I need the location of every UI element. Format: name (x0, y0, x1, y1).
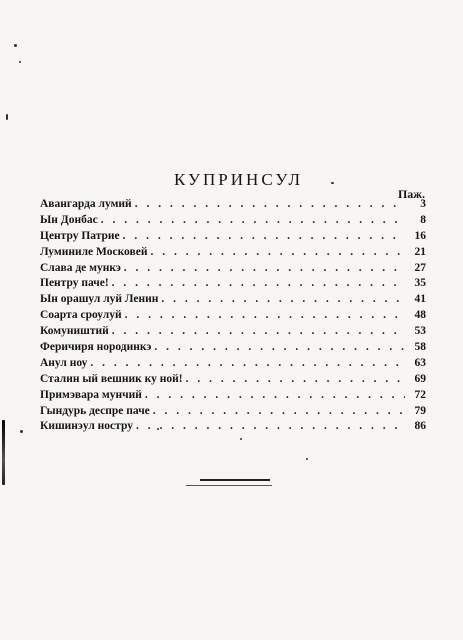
ink-speck (14, 44, 17, 47)
leader-dots (125, 309, 405, 321)
toc-entry-page: 48 (414, 309, 426, 322)
toc-entry-title: Гындурь деспре паче (40, 404, 150, 417)
toc-entry-page: 86 (414, 420, 426, 433)
leader-dots (136, 420, 405, 432)
toc-entry[interactable] (40, 357, 426, 373)
toc-entry-title: Феричиря нородинкэ (40, 341, 152, 354)
toc-entry-page: 72 (414, 388, 426, 401)
leader-dots (112, 277, 405, 289)
toc-entry[interactable] (40, 420, 426, 436)
toc-entry-page: 3 (420, 198, 426, 210)
toc-entry-page: 69 (414, 372, 426, 385)
ink-speck (331, 182, 334, 184)
leader-dots (101, 214, 405, 226)
toc-entry-title: Ын Донбас (40, 213, 98, 226)
toc-entry-page: 41 (414, 293, 426, 306)
toc-entry-title: Соарта сроулуй (40, 309, 122, 322)
toc-entry-title: Примэвара мунчий (40, 388, 142, 401)
toc-entry-title: Ын орашул луй Ленин (40, 293, 159, 306)
page-column-header: Паж. (397, 187, 425, 201)
toc-entry[interactable] (40, 389, 426, 405)
ink-speck (306, 458, 308, 460)
toc-entry-title: Луминиле Московей (40, 245, 148, 258)
toc-entry-page: 63 (414, 356, 426, 369)
toc-entry[interactable] (40, 341, 426, 357)
end-rule (200, 479, 270, 481)
toc-entry-title: Сталин ый вешник ку ной! (40, 372, 183, 385)
table-of-contents (40, 198, 426, 436)
ink-speck (20, 430, 23, 433)
leader-dots (90, 357, 405, 369)
toc-entry-page: 27 (414, 261, 426, 274)
leader-dots (123, 230, 405, 242)
toc-entry-page: 21 (414, 245, 426, 258)
toc-entry[interactable] (40, 373, 426, 389)
toc-entry[interactable] (40, 198, 426, 214)
toc-entry-title: Комуништий (40, 325, 109, 338)
ink-speck (240, 438, 242, 440)
toc-entry[interactable] (40, 277, 426, 293)
toc-entry[interactable] (40, 262, 426, 278)
toc-entry[interactable] (40, 230, 426, 246)
toc-entry[interactable] (40, 214, 426, 230)
toc-entry-title: Центру Патрие (40, 229, 120, 242)
leader-dots (124, 262, 405, 274)
ink-speck (19, 61, 21, 63)
leader-dots (150, 246, 405, 258)
toc-entry-title: Пентру паче! (40, 277, 109, 290)
toc-entry[interactable] (40, 309, 426, 325)
leader-dots (154, 341, 405, 353)
toc-entry-page: 8 (420, 213, 426, 226)
toc-entry[interactable] (40, 405, 426, 421)
toc-entry-title: Анул ноу (40, 356, 88, 369)
toc-entry-title: Слава де мункэ (40, 261, 121, 274)
toc-entry-page: 16 (414, 229, 426, 242)
toc-entry-title: Авангарда лумий (40, 198, 132, 210)
end-rule-thin (186, 485, 272, 486)
toc-entry-title: Кишинэул ностру (40, 420, 133, 433)
leader-dots (112, 325, 405, 337)
toc-entry-page: 79 (414, 404, 426, 417)
leader-dots (161, 293, 405, 305)
toc-entry-page: 35 (414, 277, 426, 290)
leader-dots (153, 405, 405, 417)
contents-title: КУПРИНСУЛ (174, 170, 304, 189)
leader-dots (186, 373, 405, 385)
toc-entry[interactable] (40, 246, 426, 262)
toc-entry-page: 58 (414, 341, 426, 354)
toc-entry[interactable] (40, 325, 426, 341)
toc-entry[interactable] (40, 293, 426, 309)
toc-entry-page: 53 (414, 325, 426, 338)
ink-speck (6, 114, 8, 120)
leader-dots (135, 198, 405, 210)
page-edge-mark (2, 420, 5, 485)
leader-dots (145, 389, 405, 401)
